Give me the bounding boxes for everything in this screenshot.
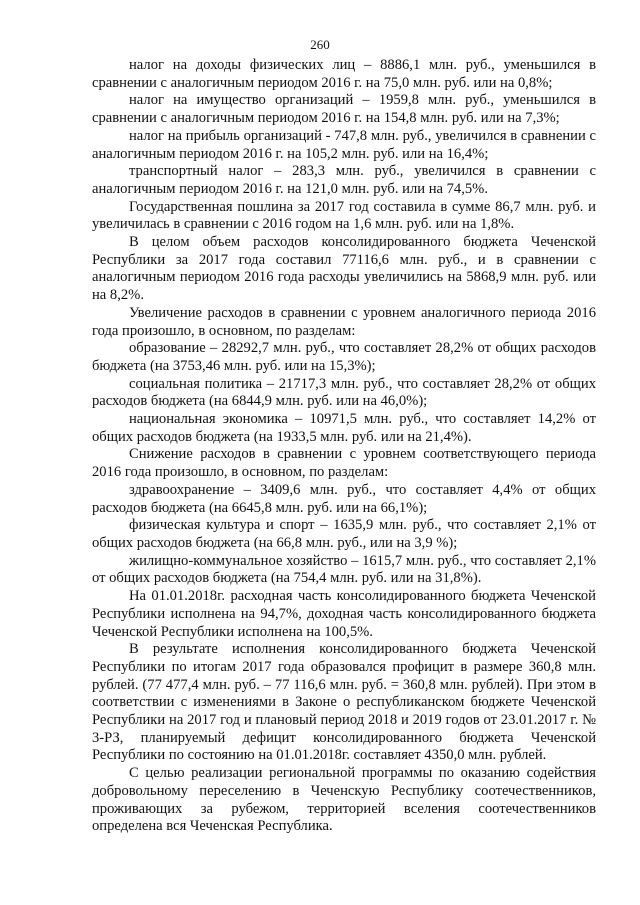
document-body [92, 57, 596, 836]
paragraph-total-expenses: В целом объем расходов консолидированного бюджета Чеченской Республики за 2017 года составил 77116,6 млн. руб., и в сравнении с аналогичным периодом 2016 года расходы увеличились на 5868,9 млн. руб. или на 8,2%. [92, 234, 596, 304]
paragraph-property-tax: налог на имущество организаций – 1959,8 млн. руб., уменьшился в сравнении с аналогичным периодом 2016 г. на 154,8 млн. руб. или на 7,3%; [92, 92, 596, 127]
paragraph-sports: физическая культура и спорт – 1635,9 млн. руб., что составляет 2,1% от общих расходов бюджета (на 66,8 млн. руб., или на 3,9 %); [92, 517, 596, 551]
paragraph-income-tax: налог на доходы физических лиц – 8886,1 млн. руб., уменьшился в сравнении с аналогичным периодом 2016 г. на 75,0 млн. руб. или на 0,8%; [92, 57, 596, 91]
paragraph-social-policy: социальная политика – 21717,3 млн. руб., что составляет 28,2% от общих расходов бюджета (на 6844,9 млн. руб. или на 46,0%); [92, 375, 596, 410]
paragraph-education: образование – 28292,7 млн. руб., что составляет 28,2% от общих расходов бюджета (на 3753,46 млн. руб. или на 15,3%); [92, 340, 596, 374]
paragraph-resettlement: С целью реализации региональной программы по оказанию содействия добровольному переселению в Чеченскую Республику соотечественников, проживающих за рубежом, территорией вселения соотечественников определена вся Чеченская Республика. [92, 765, 596, 835]
paragraph-healthcare: здравоохранение – 3409,6 млн. руб., что составляет 4,4% от общих расходов бюджета (на 6645,8 млн. руб. или на 66,1%); [92, 481, 596, 516]
paragraph-expense-decrease-intro: Снижение расходов в сравнении с уровнем соответствующего периода 2016 года произошло, в основном, по разделам: [92, 446, 596, 481]
paragraph-expense-increase-intro: Увеличение расходов в сравнении с уровнем аналогичного периода 2016 года произошло, в основном, по разделам: [92, 304, 596, 339]
paragraph-national-economy: национальная экономика – 10971,5 млн. руб., что составляет 14,2% от общих расходов бюджета (на 1933,5 млн. руб. или на 21,4%). [92, 411, 596, 445]
paragraph-state-duty: Государственная пошлина за 2017 год составила в сумме 86,7 млн. руб. и увеличилась в сравнении с 2016 годом на 1,6 млн. руб. или на 1,8%. [92, 198, 596, 233]
page-number: 260 [310, 37, 330, 52]
paragraph-profit-tax: налог на прибыль организаций - 747,8 млн. руб., увеличился в сравнении с аналогичным периодом 2016 г. на 105,2 млн. руб. или на 16,4%; [92, 127, 596, 162]
paragraph-surplus: В результате исполнения консолидированного бюджета Чеченской Республики по итогам 2017 года образовался профицит в размере 360,8 млн. рублей. (77 477,4 млн. руб. – 77 116,6 млн. руб. = 360,8 млн. рублей). При этом в соответствии с изменениями в Законе о республиканском бюджете Чеченской Республики на 2017 год и плановый период 2018 и 2019 годов от 23.01.2017 г. № 3-РЗ, планируемый дефицит консолидированного бюджета Чеченской Республики по состоянию на 01.01.2018г. составляет 4350,0 млн. рублей. [92, 641, 596, 764]
paragraph-housing: жилищно-коммунальное хозяйство – 1615,7 млн. руб., что составляет 2,1% от общих расходов бюджета (на 754,4 млн. руб. или на 31,8%). [92, 552, 596, 587]
paragraph-transport-tax: транспортный налог – 283,3 млн. руб., увеличился в сравнении с аналогичным периодом 2016 г. на 121,0 млн. руб. или на 74,5%. [92, 163, 596, 197]
paragraph-execution: На 01.01.2018г. расходная часть консолидированного бюджета Чеченской Республики исполнена на 94,7%, доходная часть консолидированного бюджета Чеченской Республики исполнена на 100,5%. [92, 588, 596, 640]
